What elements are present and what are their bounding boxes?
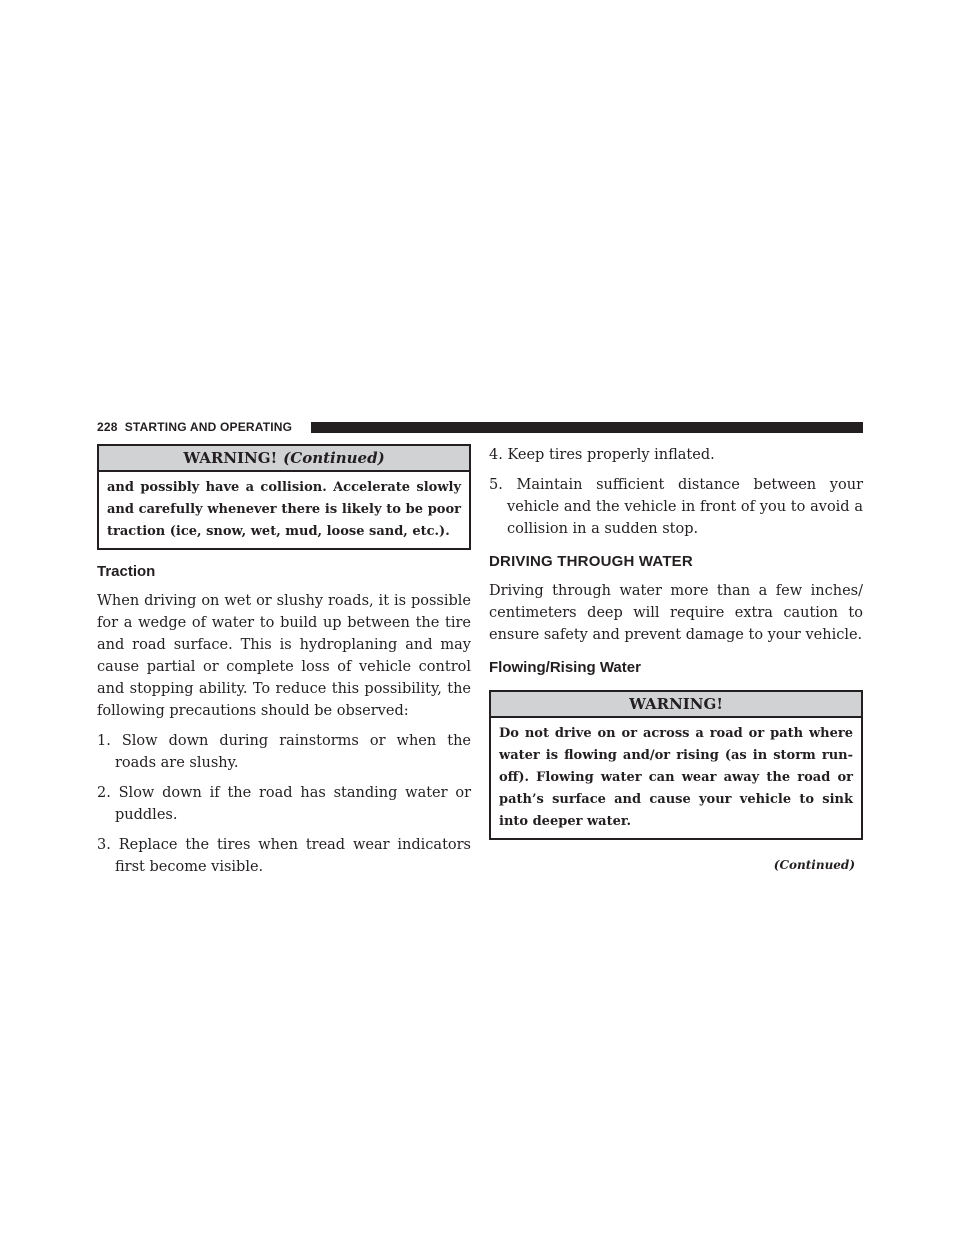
continued-note: (Continued) (773, 858, 855, 872)
traction-steps-list (97, 730, 471, 878)
list-item: 4. Keep tires properly inflated. (489, 447, 715, 463)
warning-text: Do not drive on or across a road or path where water is flowing and/or rising (as in storm run-off). Flowing water can wear away the road or path’s surface and cause your vehicle to sink into deeper water. (499, 726, 853, 829)
list-item: 5. Maintain sufficient distance between your vehicle and the vehicle in front of you to avoid a collision in a sudden stop. (489, 477, 863, 537)
warning-continued-label: (Continued) (283, 449, 385, 467)
traction-heading: Traction (97, 563, 156, 580)
traction-intro: When driving on wet or slushy roads, it is possible for a wedge of water to build up between the tire and road surface. This is hydroplaning and may cause partial or complete loss of vehicle control and stopping ability. To reduce this possibility, the following precautions should be observed: (97, 593, 471, 719)
driving-through-water-text: Driving through water more than a few inches/ centimeters deep will require extra caution to ensure safety and prevent damage to your vehicle. (489, 583, 863, 643)
warning-box-continued (97, 444, 471, 550)
header-text (97, 420, 298, 434)
warning-title: WARNING! (629, 695, 723, 713)
continued-steps-list (489, 444, 863, 540)
warning-box-header (99, 446, 469, 472)
flowing-water-heading: Flowing/Rising Water (489, 659, 641, 676)
header-rule-bar (311, 422, 863, 433)
right-column (489, 444, 863, 872)
driving-through-water-heading: DRIVING THROUGH WATER (489, 553, 693, 570)
warning-box-header (491, 692, 861, 718)
left-column (97, 444, 471, 878)
page-number: 228 (97, 420, 118, 434)
list-item: 3. Replace the tires when tread wear indicators first become visible. (97, 837, 471, 875)
warning-title: WARNING! (183, 449, 278, 467)
section-title: STARTING AND OPERATING (124, 420, 293, 434)
flowing-water-warning-box (489, 690, 863, 840)
list-item: 2. Slow down if the road has standing water or puddles. (97, 785, 471, 823)
list-item: 1. Slow down during rainstorms or when the roads are slushy. (97, 733, 471, 771)
warning-text: and possibly have a collision. Accelerate slowly and carefully whenever there is likely to be poor traction (ice, snow, wet, mud, loose sand, etc.). (107, 480, 461, 539)
page-header (97, 418, 863, 436)
